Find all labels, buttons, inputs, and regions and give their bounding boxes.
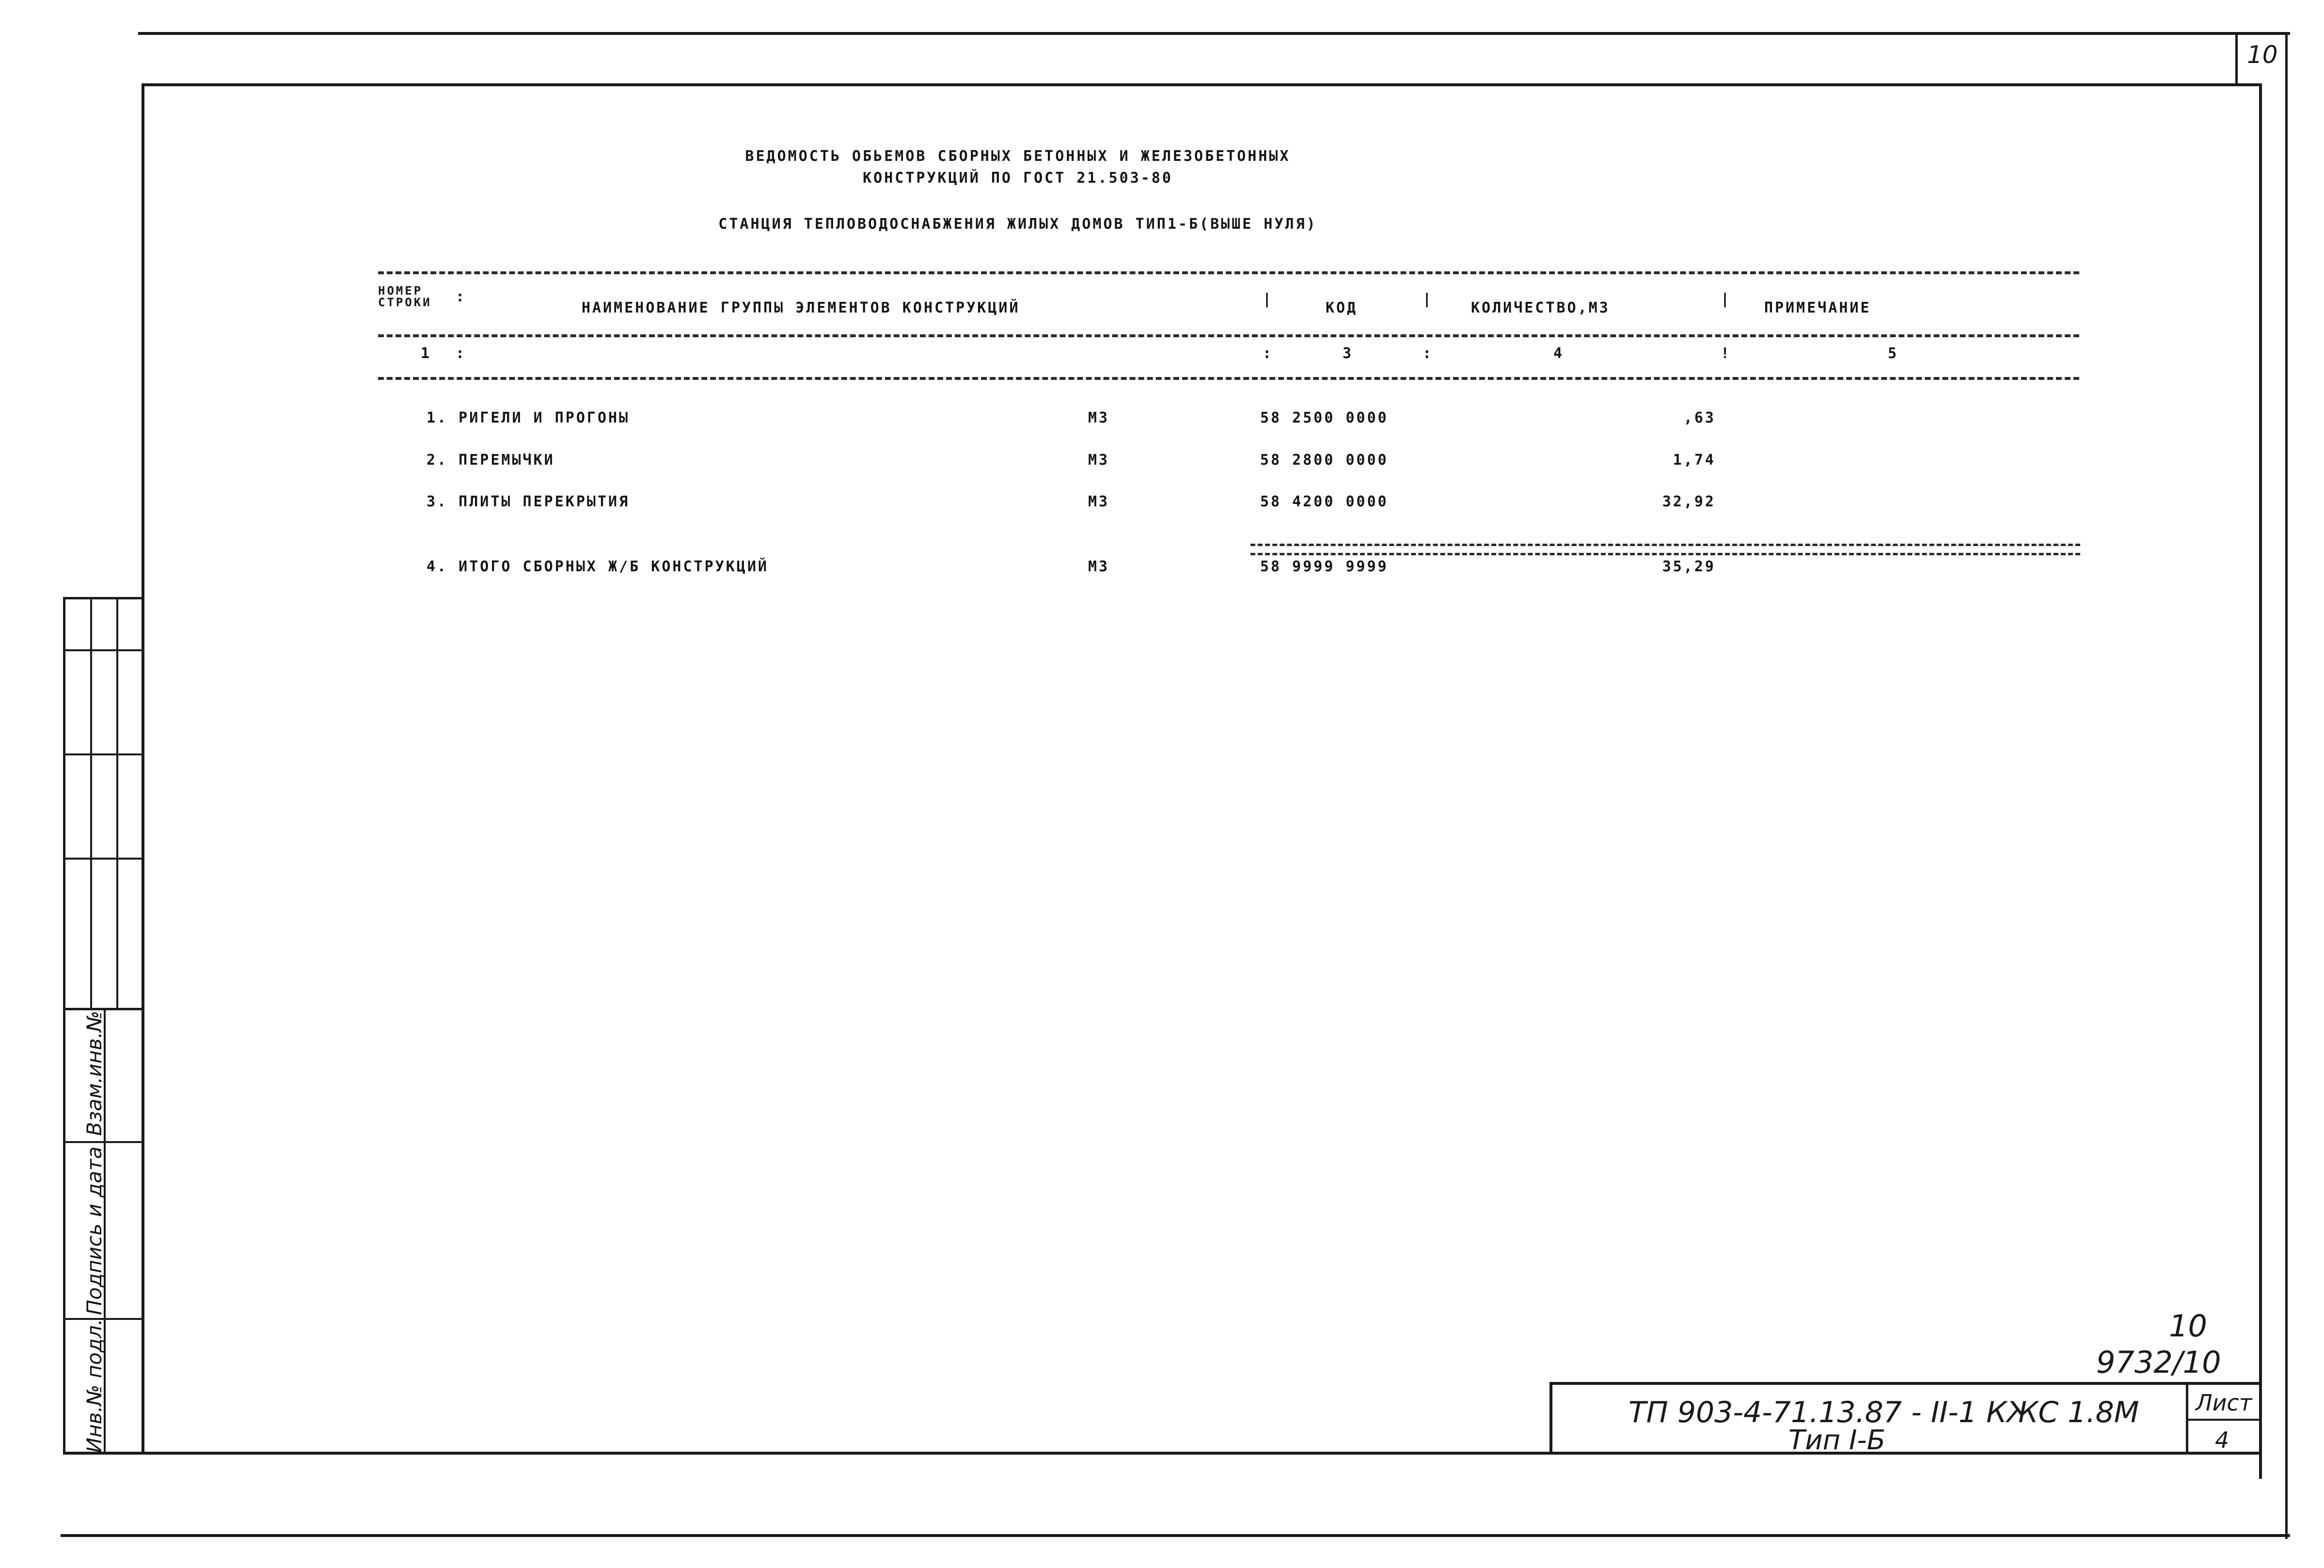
side-stamp-h1 <box>63 649 144 651</box>
table-total-code: 58 9999 9999 <box>1260 558 1389 575</box>
sheet-value: 4 <box>2215 1427 2229 1453</box>
header-row-number: НОМЕР СТРОКИ <box>378 284 432 309</box>
table-row-1-name: 1. РИГЕЛИ И ПРОГОНЫ <box>427 409 630 426</box>
header-sep-1: : <box>456 288 467 305</box>
header-name: НАИМЕНОВАНИЕ ГРУППЫ ЭЛЕМЕНТОВ КОНСТРУКЦИЙ <box>582 299 1020 316</box>
table-row-2-quantity: 1,74 <box>1673 452 1716 469</box>
column-number-5: 5 <box>1888 345 1899 362</box>
total-double-rule <box>1250 544 2080 555</box>
header-note: ПРИМЕЧАНИЕ <box>1764 299 1871 316</box>
column-number-sep-4: ! <box>1721 345 1732 362</box>
table-row-3-name: 3. ПЛИТЫ ПЕРЕКРЫТИЯ <box>427 493 630 510</box>
table-row-2-name: 2. ПЕРЕМЫЧКИ <box>427 452 555 469</box>
table-total-name: 4. ИТОГО СБОРНЫХ Ж/Б КОНСТРУКЦИЙ <box>427 558 769 575</box>
header-code: КОД <box>1326 299 1358 316</box>
frame-right <box>2259 83 2262 1479</box>
bottom-outer-line <box>61 1534 2290 1537</box>
archive-number: 9732/10 <box>2096 1345 2221 1380</box>
side-stamp-top <box>63 597 144 599</box>
side-stamp-h3 <box>63 858 144 860</box>
sheet-number-box-right <box>2285 32 2288 1539</box>
top-border-line <box>138 32 2290 35</box>
frame-bottom <box>63 1452 2262 1455</box>
header-sep-4: | <box>1721 291 1732 308</box>
frame-left <box>142 83 144 1455</box>
table-total-quantity: 35,29 <box>1662 558 1716 575</box>
table-row-1-unit: М3 <box>1088 409 1110 426</box>
table-row-2-unit: М3 <box>1088 452 1110 469</box>
document-title-line2: КОНСТРУКЦИЙ ПО ГОСТ 21.503-80 <box>863 170 1173 187</box>
side-label-inv-podl: Инв.№ подл. <box>82 1318 106 1453</box>
header-sep-2: | <box>1263 291 1274 308</box>
table-rule-header-bottom <box>378 334 2079 337</box>
handwritten-page-number: 10 <box>2169 1308 2207 1344</box>
title-block-left <box>1549 1382 1552 1455</box>
column-number-4: 4 <box>1553 345 1565 362</box>
sheet-label: Лист <box>2196 1390 2252 1416</box>
table-rule-top <box>378 271 2079 274</box>
header-quantity: КОЛИЧЕСТВО,М3 <box>1471 299 1610 316</box>
document-designation: ТП 903-4-71.13.87 - II-1 КЖС 1.8М <box>1628 1396 2139 1429</box>
table-row-3-code: 58 4200 0000 <box>1260 493 1389 510</box>
table-rule-numbers-bottom <box>378 377 2079 380</box>
header-sep-3: | <box>1423 291 1434 308</box>
table-row-2-code: 58 2800 0000 <box>1260 452 1389 469</box>
column-number-3: 3 <box>1343 345 1354 362</box>
title-block-top <box>1549 1382 2262 1385</box>
side-label-vzam-inv: Взам.инв.№ <box>82 1010 106 1136</box>
side-stamp-line-c <box>116 597 118 1009</box>
side-stamp-line-a <box>63 597 65 1455</box>
column-number-1: 1 <box>421 345 432 362</box>
sheet-number-box-left <box>2235 35 2238 86</box>
sheet-number-top: 10 <box>2247 41 2278 69</box>
table-row-1-quantity: ,63 <box>1683 409 1716 426</box>
side-stamp-h2 <box>63 753 144 755</box>
side-stamp-line-b <box>90 597 92 1009</box>
table-row-3-unit: М3 <box>1088 493 1110 510</box>
column-number-sep-1: : <box>456 345 467 362</box>
document-title-line1: ВЕДОМОСТЬ ОБЬЕМОВ СБОРНЫХ БЕТОННЫХ И ЖЕЛЕЗОБЕТОННЫХ <box>745 148 1291 165</box>
column-number-sep-2: : <box>1263 345 1274 362</box>
document-type-label: Тип I-Б <box>1788 1425 1886 1456</box>
frame-top <box>142 83 2262 86</box>
table-row-3-quantity: 32,92 <box>1662 493 1716 510</box>
column-number-sep-3: : <box>1423 345 1434 362</box>
document-subtitle: СТАНЦИЯ ТЕПЛОВОДОСНАБЖЕНИЯ ЖИЛЫХ ДОМОВ ТИП1-Б(ВЫШЕ НУЛЯ) <box>718 216 1317 233</box>
side-label-podpis-data: Подпись и дата <box>82 1146 106 1315</box>
title-block-sheet-hline <box>2186 1419 2262 1421</box>
title-block-sheet-divider <box>2186 1382 2188 1455</box>
table-total-unit: М3 <box>1088 558 1110 575</box>
table-row-1-code: 58 2500 0000 <box>1260 409 1389 426</box>
